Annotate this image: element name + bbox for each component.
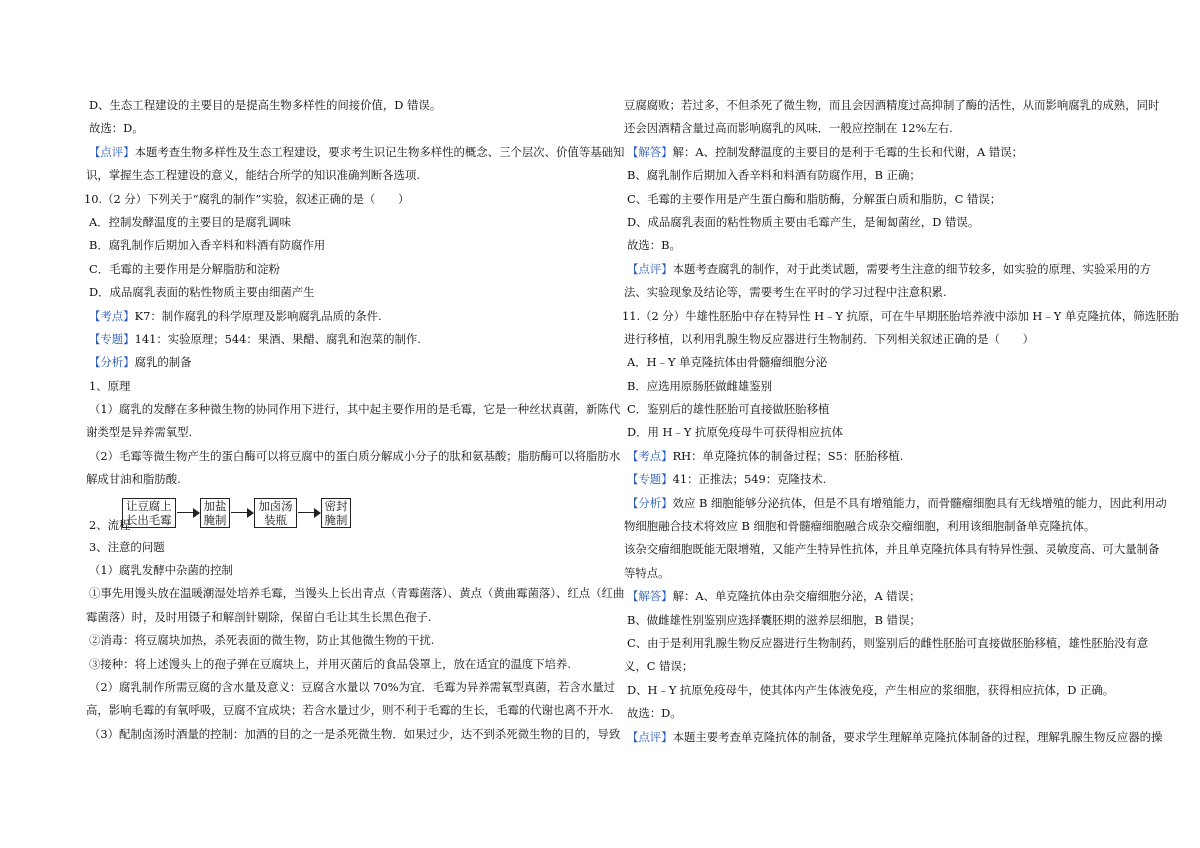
paragraph: （1）腐乳发酵中杂菌的控制	[89, 563, 233, 578]
flow-label: 2、流程	[89, 517, 131, 532]
paragraph-cont: 还会因酒精含量过高而影响腐乳的风味．一般应控制在 12%左右.	[624, 121, 953, 136]
flow-arrow-icon	[230, 508, 254, 518]
comment-tag: 【点评】	[627, 729, 673, 744]
answer-line: D、H﹣Y 抗原免疫母牛，使其体内产生体液免疫，产生相应的浆细胞，获得相应抗体，D 正确。	[627, 682, 1115, 697]
comment-paragraph: 【点评】本题考查腐乳的制作，对于此类试题，需要考生注意的细节较多，如实验的原理、实验采用的方	[627, 261, 1151, 276]
paragraph-cont: 解成甘油和脂肪酸.	[86, 472, 181, 487]
answer-line: B、腐乳制作后期加入香辛料和料酒有防腐作用，B 正确；	[627, 168, 921, 183]
kaodian-line: 【考点】RH：单克隆抗体的制备过程；S5：胚胎移植.	[627, 448, 904, 463]
option-b: B．应选用原肠胚做雌雄鉴别	[627, 378, 773, 393]
paragraph-cont: 谢类型是异养需氧型.	[86, 425, 193, 440]
comment-tag: 【点评】	[89, 144, 135, 159]
option-a: A．控制发酵温度的主要目的是腐乳调味	[89, 214, 291, 229]
jieda-tag: 【解答】	[627, 589, 673, 604]
paragraph-cont: 等特点。	[624, 565, 670, 580]
answer-choice: 故选：D。	[627, 706, 682, 721]
paragraph-cont: 霉菌落）时，及时用镊子和解剖针剔除，保留白毛让其生长黑色孢子.	[86, 609, 432, 624]
paragraph: （2）毛霉等微生物产生的蛋白酶可以将豆腐中的蛋白质分解成小分子的肽和氨基酸；脂肪酶可以将脂肪水	[89, 448, 621, 463]
paragraph: ①事先用馒头放在温暖潮湿处培养毛霉，当馒头上长出青点（青霉菌落）、黄点（黄曲霉菌落）、红点（红曲	[89, 586, 625, 601]
paragraph: 该杂交瘤细胞既能无限增殖，又能产生特异性抗体，并且单克隆抗体具有特异性强、灵敏度高、可大量制备	[624, 542, 1160, 557]
flow-step-4: 密封 腌制	[321, 498, 352, 528]
fenxi-line: 【分析】效应 B 细胞能够分泌抗体，但是不具有增殖能力，而骨髓瘤细胞具有无线增殖的能力，因此利用动	[627, 495, 1167, 510]
zhuanti-tag: 【专题】	[89, 331, 135, 346]
zhuanti-tag: 【专题】	[627, 472, 673, 487]
paragraph-cont: 高，影响毛霉的有氧呼吸，豆腐不宜成块；若含水量过少，则不利于毛霉的生长，毛霉的代谢也离不开水.	[86, 703, 614, 718]
zhuanti-line: 【专题】41：正推法；549：克隆技术.	[627, 472, 827, 487]
option-a: A．H﹣Y 单克隆抗体由骨髓瘤细胞分泌	[627, 355, 828, 370]
jieda-line: 【解答】解：A、单克隆抗体由杂交瘤细胞分泌，A 错误；	[627, 589, 921, 604]
answer-line: C、毛霉的主要作用是产生蛋白酶和脂肪酶，分解蛋白质和脂肪，C 错误；	[627, 191, 1002, 206]
right-column	[622, 94, 1179, 749]
flow-step-3: 加卤汤 装瓶	[254, 498, 296, 528]
paragraph: （3）配制卤汤时酒量的控制：加酒的目的之一是杀死微生物．如果过少，达不到杀死微生物的目的，导致	[89, 726, 621, 741]
process-flowchart	[86, 492, 586, 536]
option-c: C．鉴别后的雄性胚胎可直接做胚胎移植	[627, 402, 830, 417]
flow-step-1: 让豆腐上 长出毛霉	[122, 498, 176, 528]
flow-arrow-icon	[176, 508, 200, 518]
kaodian-line: 【考点】K7：制作腐乳的科学原理及影响腐乳品质的条件.	[89, 308, 382, 323]
answer-line: C、由于是利用乳腺生物反应器进行生物制药，则鉴别后的雌性胚胎可直接做胚胎移植，雄性胚胎没有意	[627, 635, 1149, 650]
section-principle: 1、原理	[89, 378, 131, 393]
option-b: B．腐乳制作后期加入香辛料和料酒有防腐作用	[89, 238, 326, 253]
answer-choice: 故选：B。	[627, 238, 681, 253]
flow-arrow-icon	[297, 508, 321, 518]
paragraph: ②消毒：将豆腐块加热，杀死表面的微生物，防止其他微生物的干扰.	[89, 633, 435, 648]
kaodian-tag: 【考点】	[627, 448, 673, 463]
question-10-stem: 10.（2 分）下列关于“腐乳的制作”实验，叙述正确的是（ ）	[84, 191, 410, 206]
option-c: C．毛霉的主要作用是分解脂肪和淀粉	[89, 261, 280, 276]
question-11-stem-cont: 进行移植，以利用乳腺生物反应器进行生物制药．下列相关叙述正确的是（ ）	[624, 331, 1035, 346]
fenxi-tag: 【分析】	[89, 355, 135, 370]
option-d: D．成品腐乳表面的粘性物质主要由细菌产生	[89, 285, 315, 300]
option-d: D．用 H﹣Y 抗原免疫母牛可获得相应抗体	[627, 425, 844, 440]
paragraph-cont: 豆腐腐败；若过多，不但杀死了微生物，而且会因酒精度过高抑制了酶的活性，从而影响腐乳的成熟，同时	[624, 98, 1160, 112]
jieda-tag: 【解答】	[627, 144, 673, 159]
comment-paragraph-cont: 识，掌握生态工程建设的意义，能结合所学的知识准确判断各选项.	[86, 168, 420, 183]
answer-line: D、生态工程建设的主要目的是提高生物多样性的间接价值，D 错误。	[89, 98, 442, 112]
comment-paragraph: 【点评】本题主要考查单克隆抗体的制备，要求学生理解单克隆抗体制备的过程，理解乳腺生物反应器的操	[627, 729, 1163, 744]
comment-paragraph: 【点评】本题考查生物多样性及生态工程建设，要求考生识记生物多样性的概念、三个层次、价值等基础知	[89, 144, 625, 159]
paragraph-cont: 物细胞融合技术将效应 B 细胞和骨髓瘤细胞融合成杂交瘤细胞，利用该细胞制备单克隆抗体。	[624, 519, 1096, 534]
answer-line-cont: 义，C 错误；	[624, 659, 694, 674]
comment-tag: 【点评】	[627, 261, 673, 276]
left-column	[84, 94, 625, 746]
answer-choice: 故选：D。	[89, 121, 144, 136]
zhuanti-line: 【专题】141：实验原理；544：果酒、果醋、腐乳和泡菜的制作.	[89, 331, 421, 346]
paragraph: （1）腐乳的发酵在多种微生物的协同作用下进行，其中起主要作用的是毛霉，它是一种丝状真菌，新陈代	[89, 402, 621, 417]
question-11-stem: 11.（2 分）牛雄性胚胎中存在特异性 H﹣Y 抗原，可在牛早期胚胎培养液中添加 H﹣Y 单克隆抗体，筛选胚胎	[622, 308, 1179, 323]
fenxi-line: 【分析】腐乳的制备	[89, 355, 192, 370]
paragraph: （2）腐乳制作所需豆腐的含水量及意义：豆腐含水量以 70%为宜．毛霉为异养需氧型真菌，若含水量过	[89, 679, 615, 694]
flow-diagram	[122, 498, 351, 528]
comment-paragraph-cont: 法、实验现象及结论等，需要考生在平时的学习过程中注意积累.	[624, 285, 947, 300]
flow-step-2: 加盐 腌制	[200, 498, 231, 528]
answer-line: D、成品腐乳表面的粘性物质主要由毛霉产生，是匍匐菌丝，D 错误。	[627, 214, 980, 229]
fenxi-tag: 【分析】	[627, 495, 673, 510]
section-notes: 3、注意的问题	[89, 539, 165, 554]
answer-line: B、做雌雄性别鉴别应选择囊胚期的滋养层细胞，B 错误；	[627, 612, 921, 627]
jieda-line: 【解答】解：A、控制发酵温度的主要目的是利于毛霉的生长和代谢，A 错误；	[627, 144, 1023, 159]
kaodian-tag: 【考点】	[89, 308, 135, 323]
paragraph: ③接种：将上述馒头上的孢子弹在豆腐块上，并用灭菌后的食品袋罩上，放在适宜的温度下培养.	[89, 656, 572, 671]
